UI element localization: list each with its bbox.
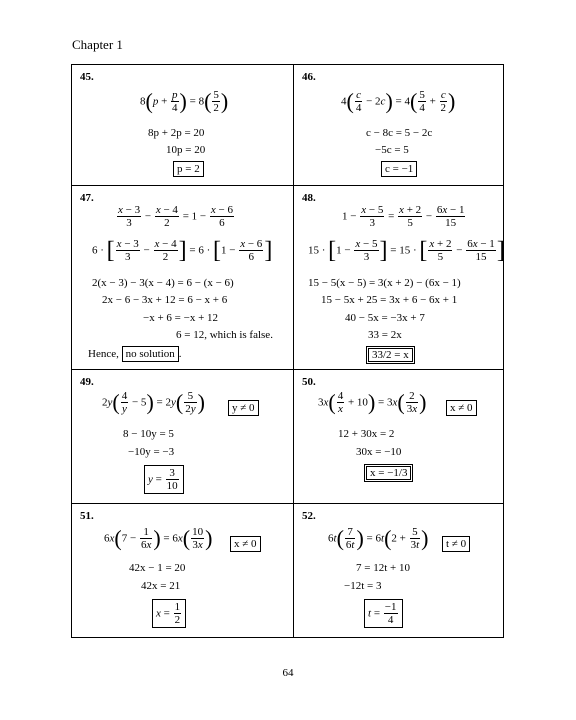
answer-box: 33/2 = x: [366, 346, 415, 364]
problem-51: [72, 504, 294, 637]
problem-number: 52.: [302, 510, 316, 522]
equation-line-3: 42x = 21: [141, 580, 181, 592]
restriction-box: y ≠ 0: [228, 400, 259, 416]
answer-box: x = $\frac{1}{2}$: [152, 599, 186, 628]
equation-line-3: −10y = −3: [128, 446, 175, 458]
answer-box: y = $\frac{3}{10}$: [144, 465, 184, 494]
equation-line-2: 12 + 30x = 2: [338, 428, 395, 440]
equation-line-3: 30x = −10: [356, 446, 402, 458]
answer-box: t = $\frac{-1}{4}$: [364, 599, 403, 628]
equation-line-4: 15 − 5x + 25 = 3x + 6 − 6x + 1: [321, 294, 458, 306]
equation-line-3: −5c = 5: [375, 144, 409, 156]
equation-line-1: 8(p + $\frac{p}{4}$ ) = 8( $\frac{5}{2}$ ): [140, 88, 229, 114]
equation-line-2: 15 · [1 − $\frac{x - 5}{3}$ ] = 15 · [ $\frac{x + 2}{5}$ − $\frac{6x - 1}{15}$ ]: [308, 237, 505, 264]
problem-number: 45.: [80, 71, 94, 83]
problem-48: [294, 186, 503, 370]
equation-line-2: 42x − 1 = 20: [129, 562, 186, 574]
problem-number: 51.: [80, 510, 94, 522]
equation-line-2: 8p + 2p = 20: [148, 127, 205, 139]
equation-line-1: 4( $\frac{c}{4}$ − 2c) = 4( $\frac{5}{4}$ + $\frac{c}{2}$ ): [341, 88, 456, 114]
equation-line-5: 40 − 5x = −3x + 7: [345, 312, 425, 324]
answer-box: p = 2: [173, 161, 204, 177]
problem-number: 46.: [302, 71, 316, 83]
equation-line-1: 1 − $\frac{x - 5}{3}$ = $\frac{x + 2}{5}$ − $\frac{6x - 1}{15}$: [342, 204, 465, 229]
problem-50: [294, 370, 503, 504]
equation-line-1: 3x( $\frac{4}{x}$ + 10) = 3x( $\frac{2}{3x}$ ): [318, 389, 427, 415]
solutions-grid: [71, 64, 504, 638]
equation-line-3: 2(x − 3) − 3(x − 4) = 6 − (x − 6): [92, 277, 234, 289]
chapter-heading: Chapter 1: [72, 37, 123, 52]
problem-47: [72, 186, 294, 370]
equation-line-3: −12t = 3: [344, 580, 382, 592]
conclusion: Hence, no solution .: [88, 348, 182, 360]
problem-number: 49.: [80, 376, 94, 388]
problem-number: 47.: [80, 192, 94, 204]
equation-line-2: 6 · [ $\frac{x - 3}{3}$ − $\frac{x - 4}{2}$ ] = 6 · [1 − $\frac{x - 6}{6}$ ]: [92, 237, 273, 264]
equation-line-3: 15 − 5(x − 5) = 3(x + 2) − (6x − 1): [308, 277, 461, 289]
answer-box: x = −1/3: [364, 464, 413, 482]
equation-line-5: −x + 6 = −x + 12: [143, 312, 219, 324]
equation-line-1: 2y( $\frac{4}{y}$ − 5) = 2y( $\frac{5}{2y}$ ): [102, 389, 205, 415]
page-number: 64: [282, 667, 294, 679]
problem-46: [294, 65, 503, 186]
problem-number: 50.: [302, 376, 316, 388]
equation-line-1: 6t( $\frac{7}{6t}$ ) = 6t(2 + $\frac{5}{3t}$ ): [328, 525, 429, 551]
restriction-box: t ≠ 0: [442, 536, 470, 552]
answer-box: c = −1: [381, 161, 417, 177]
equation-line-6: 33 = 2x: [368, 329, 402, 341]
equation-line-2: c − 8c = 5 − 2c: [366, 127, 433, 139]
problem-52: [294, 504, 503, 637]
equation-line-1: 6x(7 − $\frac{1}{6x}$ ) = 6x( $\frac{10}{3x}$ ): [104, 525, 213, 551]
restriction-box: x ≠ 0: [230, 536, 261, 552]
problem-45: [72, 65, 294, 186]
problem-number: 48.: [302, 192, 316, 204]
equation-line-3: 10p = 20: [166, 144, 206, 156]
equation-line-2: 7 = 12t + 10: [356, 562, 410, 574]
restriction-box: x ≠ 0: [446, 400, 477, 416]
equation-line-6: 6 = 12, which is false.: [176, 329, 273, 341]
equation-line-4: 2x − 6 − 3x + 12 = 6 − x + 6: [102, 294, 228, 306]
equation-line-1: $\frac{x - 3}{3}$ − $\frac{x - 4}{2}$ = 1 − $\frac{x - 6}{6}$: [118, 204, 233, 229]
equation-line-2: 8 − 10y = 5: [123, 428, 174, 440]
problem-49: [72, 370, 294, 504]
